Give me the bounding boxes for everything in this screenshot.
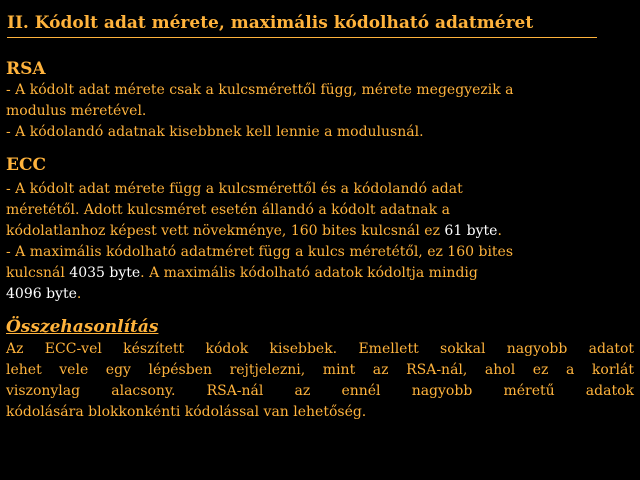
ecc-line-6 bbox=[6, 284, 81, 305]
ecc-line-3 bbox=[6, 221, 502, 242]
rsa-heading: RSA bbox=[6, 59, 46, 79]
ecc-line-2: méretétől. Adott kulcsméret esetén állandó a kódolt adatnak a bbox=[6, 202, 450, 218]
summary-line-3: viszonylag alacsony. RSA-nál az ennél nagyobb méretű adatok bbox=[6, 383, 634, 399]
summary-heading: Összehasonlítás bbox=[6, 317, 159, 337]
summary-paragraph bbox=[6, 339, 634, 423]
ecc-line-3-text: kódolatlanhoz képest vett növekménye, 160 bites kulcsnál ez bbox=[6, 223, 445, 239]
ecc-heading: ECC bbox=[6, 155, 47, 175]
ecc-line-3-end: . bbox=[497, 223, 502, 239]
rsa-line-2: modulus méretével. bbox=[6, 103, 147, 119]
ecc-overhead-value: 61 byte bbox=[444, 223, 498, 239]
summary-line-4: kódolására blokkonkénti kódolással van lehetőség. bbox=[6, 404, 367, 420]
ecc-line-6-end: . bbox=[76, 286, 82, 302]
slide-title: II. Kódolt adat mérete, maximális kódolható adatméret bbox=[7, 13, 597, 38]
summary-line-2: lehet vele egy lépésben rejtjelezni, mint az RSA-nál, ahol ez a korlát bbox=[6, 362, 634, 378]
rsa-line-1: - A kódolt adat mérete csak a kulcsmérettől függ, mérete megegyezik a bbox=[6, 82, 514, 98]
ecc-line-4: - A maximális kódolható adatméret függ a kulcs méretétől, ez 160 bites bbox=[6, 244, 514, 260]
ecc-max-size-value: 4035 byte bbox=[69, 265, 141, 281]
summary-line-1: Az ECC-vel készített kódok kisebbek. Emellett sokkal nagyobb adatot bbox=[6, 341, 634, 357]
ecc-line-5-start: kulcsnál bbox=[6, 265, 70, 281]
rsa-line-3: - A kódolandó adatnak kisebbnek kell lennie a modulusnál. bbox=[6, 124, 424, 140]
ecc-encoded-size-value: 4096 byte bbox=[6, 286, 77, 302]
ecc-line-5-end: . A maximális kódolható adatok kódoltja mindig bbox=[140, 265, 478, 281]
ecc-line-1: - A kódolt adat mérete függ a kulcsmérettől és a kódolandó adat bbox=[6, 181, 463, 197]
ecc-line-5 bbox=[6, 263, 478, 284]
